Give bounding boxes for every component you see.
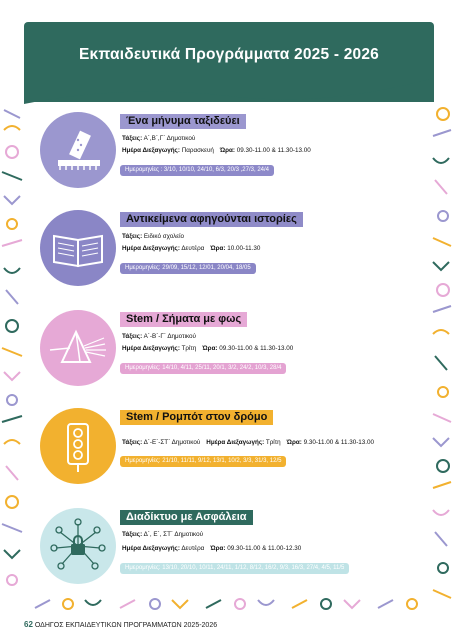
- time-value: 09.30-11.00 & 11.00-12.30: [227, 545, 302, 552]
- classes-value: Ειδικό σχολείο: [143, 233, 185, 240]
- program-icon-circle: [40, 112, 116, 188]
- classes-label: Τάξεις:: [122, 135, 143, 142]
- day-value: Παρασκευή: [181, 147, 214, 154]
- decorative-left-border: [0, 100, 26, 605]
- schedule-line: [122, 244, 260, 253]
- program-icon-circle: [40, 508, 116, 584]
- day-label: Ημέρα Διεξαγωγής:: [206, 439, 265, 446]
- decorative-bottom-border: [30, 596, 425, 612]
- schedule-line: [122, 344, 293, 353]
- network-lock-icon: [40, 508, 116, 584]
- time-label: Ώρα:: [202, 345, 218, 352]
- day-value: Δευτέρα: [181, 545, 205, 552]
- program-card: [40, 310, 420, 400]
- classes-label: Τάξεις:: [122, 333, 143, 340]
- time-label: Ώρα:: [210, 545, 226, 552]
- classes-value: Α΄-Β΄-Γ΄ Δημοτικού: [143, 333, 196, 340]
- decorative-right-border: [429, 100, 455, 605]
- dates-badge: Ημερομηνίες: 29/09, 15/12, 12/01, 20/04, 18/05: [120, 263, 256, 274]
- day-value: Δευτέρα: [181, 245, 205, 252]
- time-label: Ώρα:: [286, 439, 302, 446]
- classes-label: Τάξεις:: [122, 531, 143, 538]
- classes-value: Δ΄, Ε΄, ΣΤ΄ Δημοτικού: [143, 531, 204, 538]
- footer-text: ΟΔΗΓΟΣ ΕΚΠΑΙΔΕΥΤΙΚΩΝ ΠΡΟΓΡΑΜΜΑΤΩΝ 2025-2026: [34, 622, 218, 629]
- program-card: [40, 210, 420, 300]
- program-title: Stem / Ρομπότ στον δρόμο: [120, 410, 273, 425]
- program-card: [40, 508, 420, 598]
- classes-value: Δ΄-Ε΄-ΣΤ΄ Δημοτικού: [143, 439, 201, 446]
- classes-line: [122, 232, 184, 241]
- page-number: 62: [24, 620, 33, 629]
- day-label: Ημέρα Διεξαγωγής:: [122, 245, 180, 252]
- open-book-icon: [40, 210, 116, 286]
- dates-badge: Ημερομηνίες: 14/10, 4/11, 25/11, 20/1, 3/2, 24/2, 10/3, 28/4: [120, 363, 286, 374]
- day-label: Ημέρα Διεξαγωγής:: [122, 147, 180, 154]
- program-title: Αντικείμενα αφηγούνται ιστορίες: [120, 212, 303, 227]
- day-value: Τρίτη: [181, 345, 197, 352]
- time-label: Ώρα:: [210, 245, 226, 252]
- time-label: Ώρα:: [219, 147, 236, 154]
- program-icon-circle: [40, 408, 116, 484]
- dates-badge: Ημερομηνίες : 3/10, 10/10, 24/10, 6/3, 20/3 ,27/3, 24/4: [120, 165, 274, 176]
- program-title: Ένα μήνυμα ταξιδεύει: [120, 114, 246, 129]
- program-icon-circle: [40, 210, 116, 286]
- program-icon-circle: [40, 310, 116, 386]
- time-value: 10.00-11.30: [227, 245, 261, 252]
- classes-line: [122, 134, 195, 143]
- program-title: Διαδίκτυο με Ασφάλεια: [120, 510, 253, 525]
- time-value: 09.30-11.00 & 11.30-13.00: [236, 147, 311, 154]
- schedule-line: [122, 146, 311, 155]
- header-wave: [24, 60, 434, 108]
- dates-badge: Ημερομηνίες: 13/10, 20/10, 10/11, 24/11, 1/12, 8/12, 16/2, 9/3, 16/3, 27/4, 4/5, 11/5: [120, 563, 349, 574]
- classes-value: Α΄,Β΄,Γ΄ Δημοτικού: [143, 135, 196, 142]
- classes-label: Τάξεις:: [122, 233, 143, 240]
- classes-label: Τάξεις:: [122, 439, 143, 446]
- traffic-light-icon: [40, 408, 116, 484]
- dates-badge: Ημερομηνίες: 21/10, 11/11, 9/12, 13/1, 10/2, 3/3, 31/3, 12/5: [120, 456, 286, 467]
- classes-schedule-line: [122, 438, 374, 447]
- day-value: Τρίτη: [265, 439, 281, 446]
- time-value: 09.30-11.00 & 11.30-13.00: [219, 345, 294, 352]
- day-label: Ημέρα Διεξαγωγής:: [122, 345, 180, 352]
- program-card: [40, 112, 420, 202]
- page-title: Εκπαιδευτικά Προγράμματα 2025 - 2026: [79, 46, 379, 63]
- classes-line: [122, 332, 196, 341]
- page-footer: [24, 620, 217, 629]
- schedule-line: [122, 544, 301, 553]
- writing-on-paper-icon: [40, 112, 116, 188]
- day-label: Ημέρα Διεξαγωγής:: [122, 545, 180, 552]
- program-title: Stem / Σήματα με φως: [120, 312, 247, 327]
- time-value: 9.30-11.00 & 11.30-13.00: [303, 439, 375, 446]
- classes-line: [122, 530, 203, 539]
- program-card: [40, 408, 420, 498]
- prism-light-icon: [40, 310, 116, 386]
